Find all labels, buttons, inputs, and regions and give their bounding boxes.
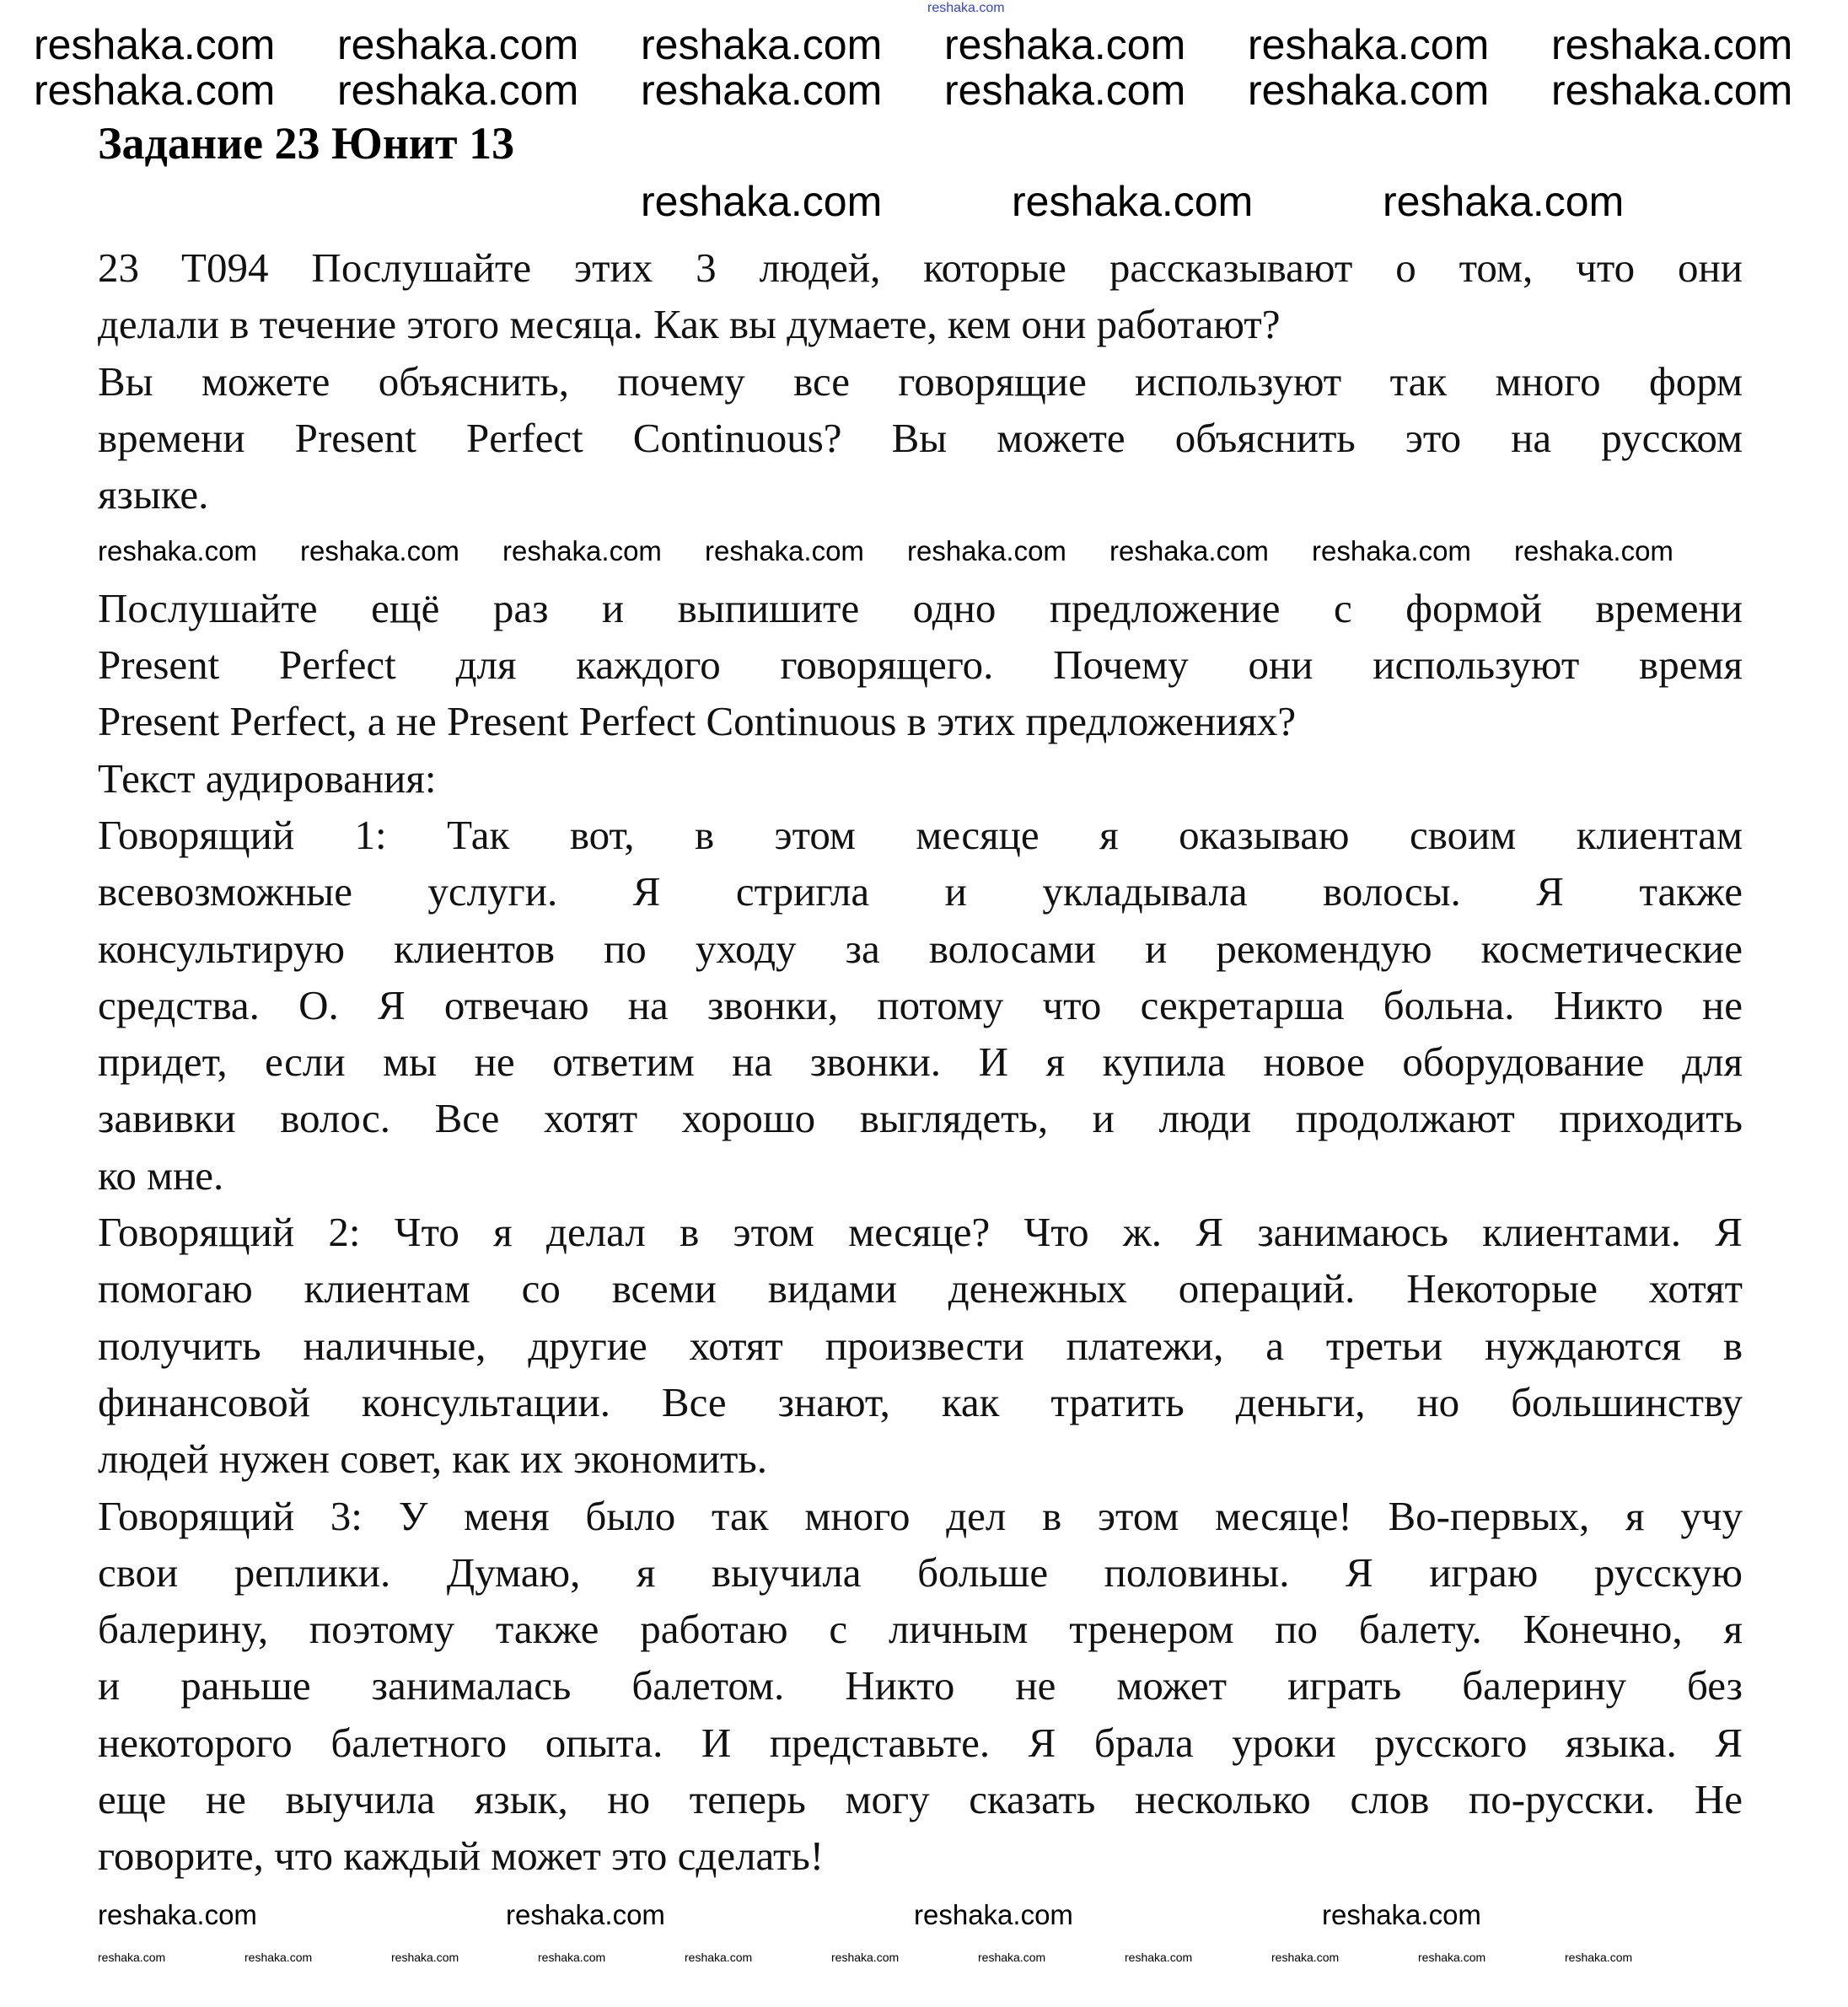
speaker-3-text [98, 1488, 1743, 1885]
text-line: Послушайте ещё раз и выпишите одно предложение с формой времени [98, 584, 1743, 631]
watermark: reshaka.com [1514, 535, 1673, 566]
text-line: Present Perfect для каждого говорящего. Почему они используют время [98, 641, 1743, 689]
text-line: еще не выучила язык, но теперь могу сказать несколько слов по-русски. Не [98, 1776, 1743, 1823]
watermark: reshaka.com [978, 1951, 1046, 1964]
watermark: reshaka.com [98, 1951, 166, 1964]
watermark: reshaka.com [1322, 1899, 1481, 1930]
watermark: reshaka.com [502, 535, 662, 566]
text-line: времени Present Perfect Continuous? Вы можете объяснить это на русском [98, 414, 1743, 461]
watermark: reshaka.com [641, 67, 883, 114]
text-line: балерину, поэтому также работаю с личным тренером по балету. Конечно, я [98, 1606, 1743, 1653]
watermark: reshaka.com [641, 21, 883, 68]
task-instructions [98, 239, 1743, 353]
text-line: Говорящий 2: Что я делал в этом месяце? Что ж. Я занимаюсь клиентами. Я [98, 1209, 1743, 1256]
document-body [98, 239, 1743, 1885]
listening-text-label [98, 750, 1743, 807]
watermark: reshaka.com [34, 21, 276, 68]
watermark: reshaka.com [34, 67, 276, 114]
text-line: свои реплики. Думаю, я выучила больше половины. Я играю русскую [98, 1548, 1743, 1596]
text-line: Текст аудирования: [98, 754, 437, 802]
text-line: Вы можете объяснить, почему все говорящие используют так много форм [98, 357, 1743, 405]
text-line: некоторого балетного опыта. И представьте. Я брала уроки русского языка. Я [98, 1719, 1743, 1766]
watermark: reshaka.com [1248, 21, 1490, 68]
watermark: reshaka.com [337, 67, 579, 114]
watermark: reshaka.com [506, 1899, 665, 1930]
watermark: reshaka.com [1383, 178, 1625, 225]
speaker-2-text [98, 1204, 1743, 1487]
watermark: reshaka.com [641, 178, 883, 225]
watermark: reshaka.com [927, 1, 1005, 15]
task-assignment [98, 580, 1743, 750]
watermark: reshaka.com [1248, 67, 1490, 114]
task-question [98, 353, 1743, 523]
watermark: reshaka.com [538, 1951, 606, 1964]
watermark: reshaka.com [944, 21, 1186, 68]
watermark: reshaka.com [1418, 1951, 1486, 1964]
watermark: reshaka.com [1312, 535, 1471, 566]
watermark: reshaka.com [1271, 1951, 1340, 1964]
text-line: всевозможные услуги. Я стригла и укладывала волосы. Я также [98, 868, 1743, 915]
watermark: reshaka.com [391, 1951, 459, 1964]
text-line: финансовой консультации. Все знают, как тратить деньги, но большинству [98, 1378, 1743, 1425]
watermark: reshaka.com [244, 1951, 313, 1964]
watermark: reshaka.com [1551, 67, 1793, 114]
text-line: получить наличные, другие хотят произвести платежи, а третьи нуждаются в [98, 1322, 1743, 1369]
watermark: reshaka.com [831, 1951, 900, 1964]
watermark: reshaka.com [337, 21, 579, 68]
watermark: reshaka.com [1012, 178, 1254, 225]
watermark: reshaka.com [1551, 21, 1793, 68]
text-line: завивки волос. Все хотят хорошо выглядеть, и люди продолжают приходить [98, 1095, 1743, 1142]
text-line: придет, если мы не ответим на звонки. И я купила новое оборудование для [98, 1038, 1743, 1086]
text-line: 23 T094 Послушайте этих 3 людей, которые рассказывают о том, что они [98, 244, 1743, 291]
watermark: reshaka.com [98, 1899, 257, 1930]
watermark: reshaka.com [300, 535, 459, 566]
text-line: помогаю клиентам со всеми видами денежных операций. Некоторые хотят [98, 1265, 1743, 1312]
watermark: reshaka.com [705, 535, 864, 566]
watermark: reshaka.com [98, 535, 257, 566]
text-line: делали в течение этого месяца. Как вы думаете, кем они работают? [98, 301, 1281, 348]
text-line: ко мне. [98, 1151, 224, 1199]
text-line: говорите, что каждый может это сделать! [98, 1833, 825, 1880]
watermark: reshaka.com [907, 535, 1066, 566]
watermark: reshaka.com [685, 1951, 753, 1964]
text-line: языке. [98, 471, 209, 518]
text-line: людей нужен совет, как их экономить. [98, 1435, 768, 1483]
text-line: Present Perfect, а не Present Perfect Continuous в этих предложениях? [98, 698, 1297, 745]
text-line: и раньше занималась балетом. Никто не может играть балерину без [98, 1662, 1743, 1709]
text-line: консультирую клиентов по уходу за волосами и рекомендую косметические [98, 925, 1743, 972]
watermark: reshaka.com [914, 1899, 1073, 1930]
watermark: reshaka.com [944, 67, 1186, 114]
page-title: Задание 23 Юнит 13 [98, 118, 515, 169]
speaker-1-text [98, 807, 1743, 1204]
watermark: reshaka.com [1565, 1951, 1633, 1964]
watermark: reshaka.com [1125, 1951, 1193, 1964]
watermark: reshaka.com [1109, 535, 1269, 566]
text-line: средства. О. Я отвечаю на звонки, потому что секретарша больна. Никто не [98, 981, 1743, 1028]
text-line: Говорящий 1: Так вот, в этом месяце я оказываю своим клиентам [98, 811, 1743, 858]
text-line: Говорящий 3: У меня было так много дел в этом месяце! Во-первых, я учу [98, 1492, 1743, 1539]
